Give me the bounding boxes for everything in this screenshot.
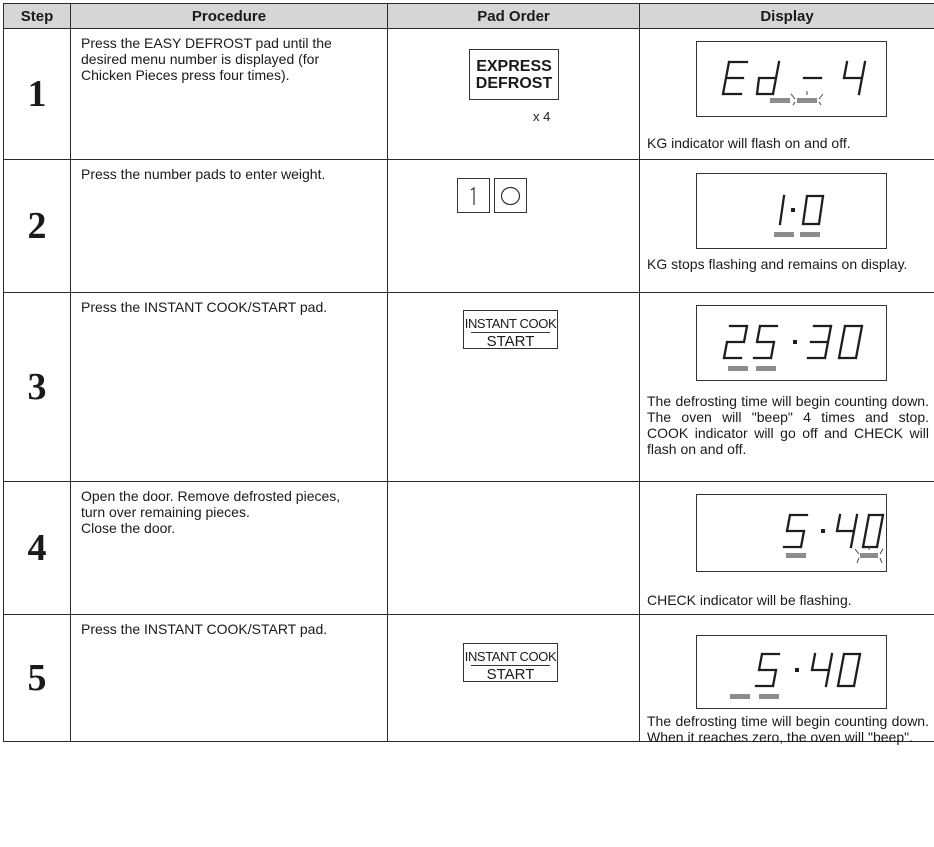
step-row-3 bbox=[4, 293, 934, 482]
pad-label-bottom: START bbox=[486, 666, 535, 683]
lcd-readout bbox=[697, 306, 888, 382]
lcd-readout bbox=[697, 174, 888, 250]
procedure-line: Press the EASY DEFROST pad until the bbox=[81, 35, 332, 51]
pad-order-cell bbox=[388, 160, 640, 293]
procedure-text bbox=[71, 293, 388, 482]
step-number: 5 bbox=[4, 615, 71, 742]
number-pad-1[interactable] bbox=[457, 178, 490, 213]
procedure-line: Open the door. Remove defrosted pieces, bbox=[81, 488, 341, 504]
procedure-line: Press the INSTANT COOK/START pad. bbox=[81, 621, 328, 637]
indicator-bar bbox=[730, 694, 750, 699]
indicator-bar bbox=[770, 98, 790, 103]
procedure-text bbox=[71, 160, 388, 293]
pad-label: DEFROST bbox=[475, 75, 553, 92]
step-number: 3 bbox=[4, 293, 71, 482]
header-procedure: Procedure bbox=[71, 4, 388, 29]
kg-indicator bbox=[800, 232, 820, 237]
step-row-5 bbox=[4, 615, 934, 742]
lcd-readout bbox=[697, 636, 888, 710]
step-row-4 bbox=[4, 482, 934, 615]
step-number: 1 bbox=[4, 29, 71, 160]
express-defrost-pad[interactable] bbox=[469, 49, 559, 100]
digit-zero-glyph bbox=[495, 179, 526, 212]
pad-label-top: INSTANT COOK bbox=[464, 649, 557, 664]
pad-order-cell bbox=[388, 482, 640, 615]
display-cell bbox=[640, 615, 934, 745]
instant-cook-start-pad[interactable] bbox=[463, 310, 558, 349]
display-cell bbox=[640, 482, 934, 615]
step-row-2 bbox=[4, 160, 934, 293]
procedure-line: desired menu number is displayed (for bbox=[81, 51, 320, 67]
cook-indicator bbox=[759, 694, 779, 699]
header-step: Step bbox=[4, 4, 71, 29]
display-note: The defrosting time will begin counting down. When it reaches zero, the oven will "beep". bbox=[647, 713, 929, 745]
header-pad-order: Pad Order bbox=[388, 4, 640, 29]
display-note: KG stops flashing and remains on display. bbox=[647, 256, 908, 272]
procedure-text bbox=[71, 482, 388, 615]
header-display: Display bbox=[640, 4, 934, 29]
procedure-line: Close the door. bbox=[81, 520, 176, 536]
step-number: 4 bbox=[4, 482, 71, 615]
display-cell bbox=[640, 293, 934, 482]
procedure-line: Chicken Pieces press four times). bbox=[81, 67, 290, 83]
lcd-readout bbox=[697, 42, 888, 118]
lcd-display bbox=[696, 494, 887, 572]
pad-order-cell bbox=[388, 29, 640, 160]
digit-one-glyph bbox=[458, 179, 489, 212]
pad-order-cell bbox=[388, 615, 640, 742]
lcd-display bbox=[696, 173, 887, 249]
display-note: The defrosting time will begin counting down. The oven will "beep" 4 times and stop. COOK indicator will go off and CHECK will flash on and off. bbox=[647, 393, 929, 457]
procedure-line: turn over remaining pieces. bbox=[81, 504, 250, 520]
instruction-table bbox=[3, 3, 934, 745]
display-note: CHECK indicator will be flashing. bbox=[647, 592, 852, 608]
step-row-1 bbox=[4, 29, 934, 160]
pad-label-top: INSTANT COOK bbox=[464, 316, 557, 331]
display-cell bbox=[640, 29, 934, 160]
cook-indicator bbox=[756, 366, 776, 371]
indicator-bar bbox=[774, 232, 794, 237]
display-cell bbox=[640, 160, 934, 293]
press-count: x 4 bbox=[533, 109, 551, 124]
procedure-line: Press the INSTANT COOK/START pad. bbox=[81, 299, 328, 315]
lcd-display bbox=[696, 635, 887, 709]
lcd-readout bbox=[697, 495, 888, 573]
header-row bbox=[4, 4, 934, 29]
pad-label-bottom: START bbox=[486, 333, 535, 350]
lcd-display bbox=[696, 305, 887, 381]
lcd-display bbox=[696, 41, 887, 117]
check-indicator bbox=[860, 553, 878, 558]
kg-indicator bbox=[797, 98, 817, 103]
number-pad-0[interactable] bbox=[494, 178, 527, 213]
pad-label: EXPRESS bbox=[476, 58, 552, 75]
indicator-bar bbox=[728, 366, 748, 371]
instant-cook-start-pad[interactable] bbox=[463, 643, 558, 682]
step-number: 2 bbox=[4, 160, 71, 293]
pad-order-cell bbox=[388, 293, 640, 482]
procedure-text bbox=[71, 29, 388, 160]
indicator-bar bbox=[786, 553, 806, 558]
procedure-line: Press the number pads to enter weight. bbox=[81, 166, 326, 182]
procedure-text bbox=[71, 615, 388, 742]
display-note: KG indicator will flash on and off. bbox=[647, 135, 851, 151]
